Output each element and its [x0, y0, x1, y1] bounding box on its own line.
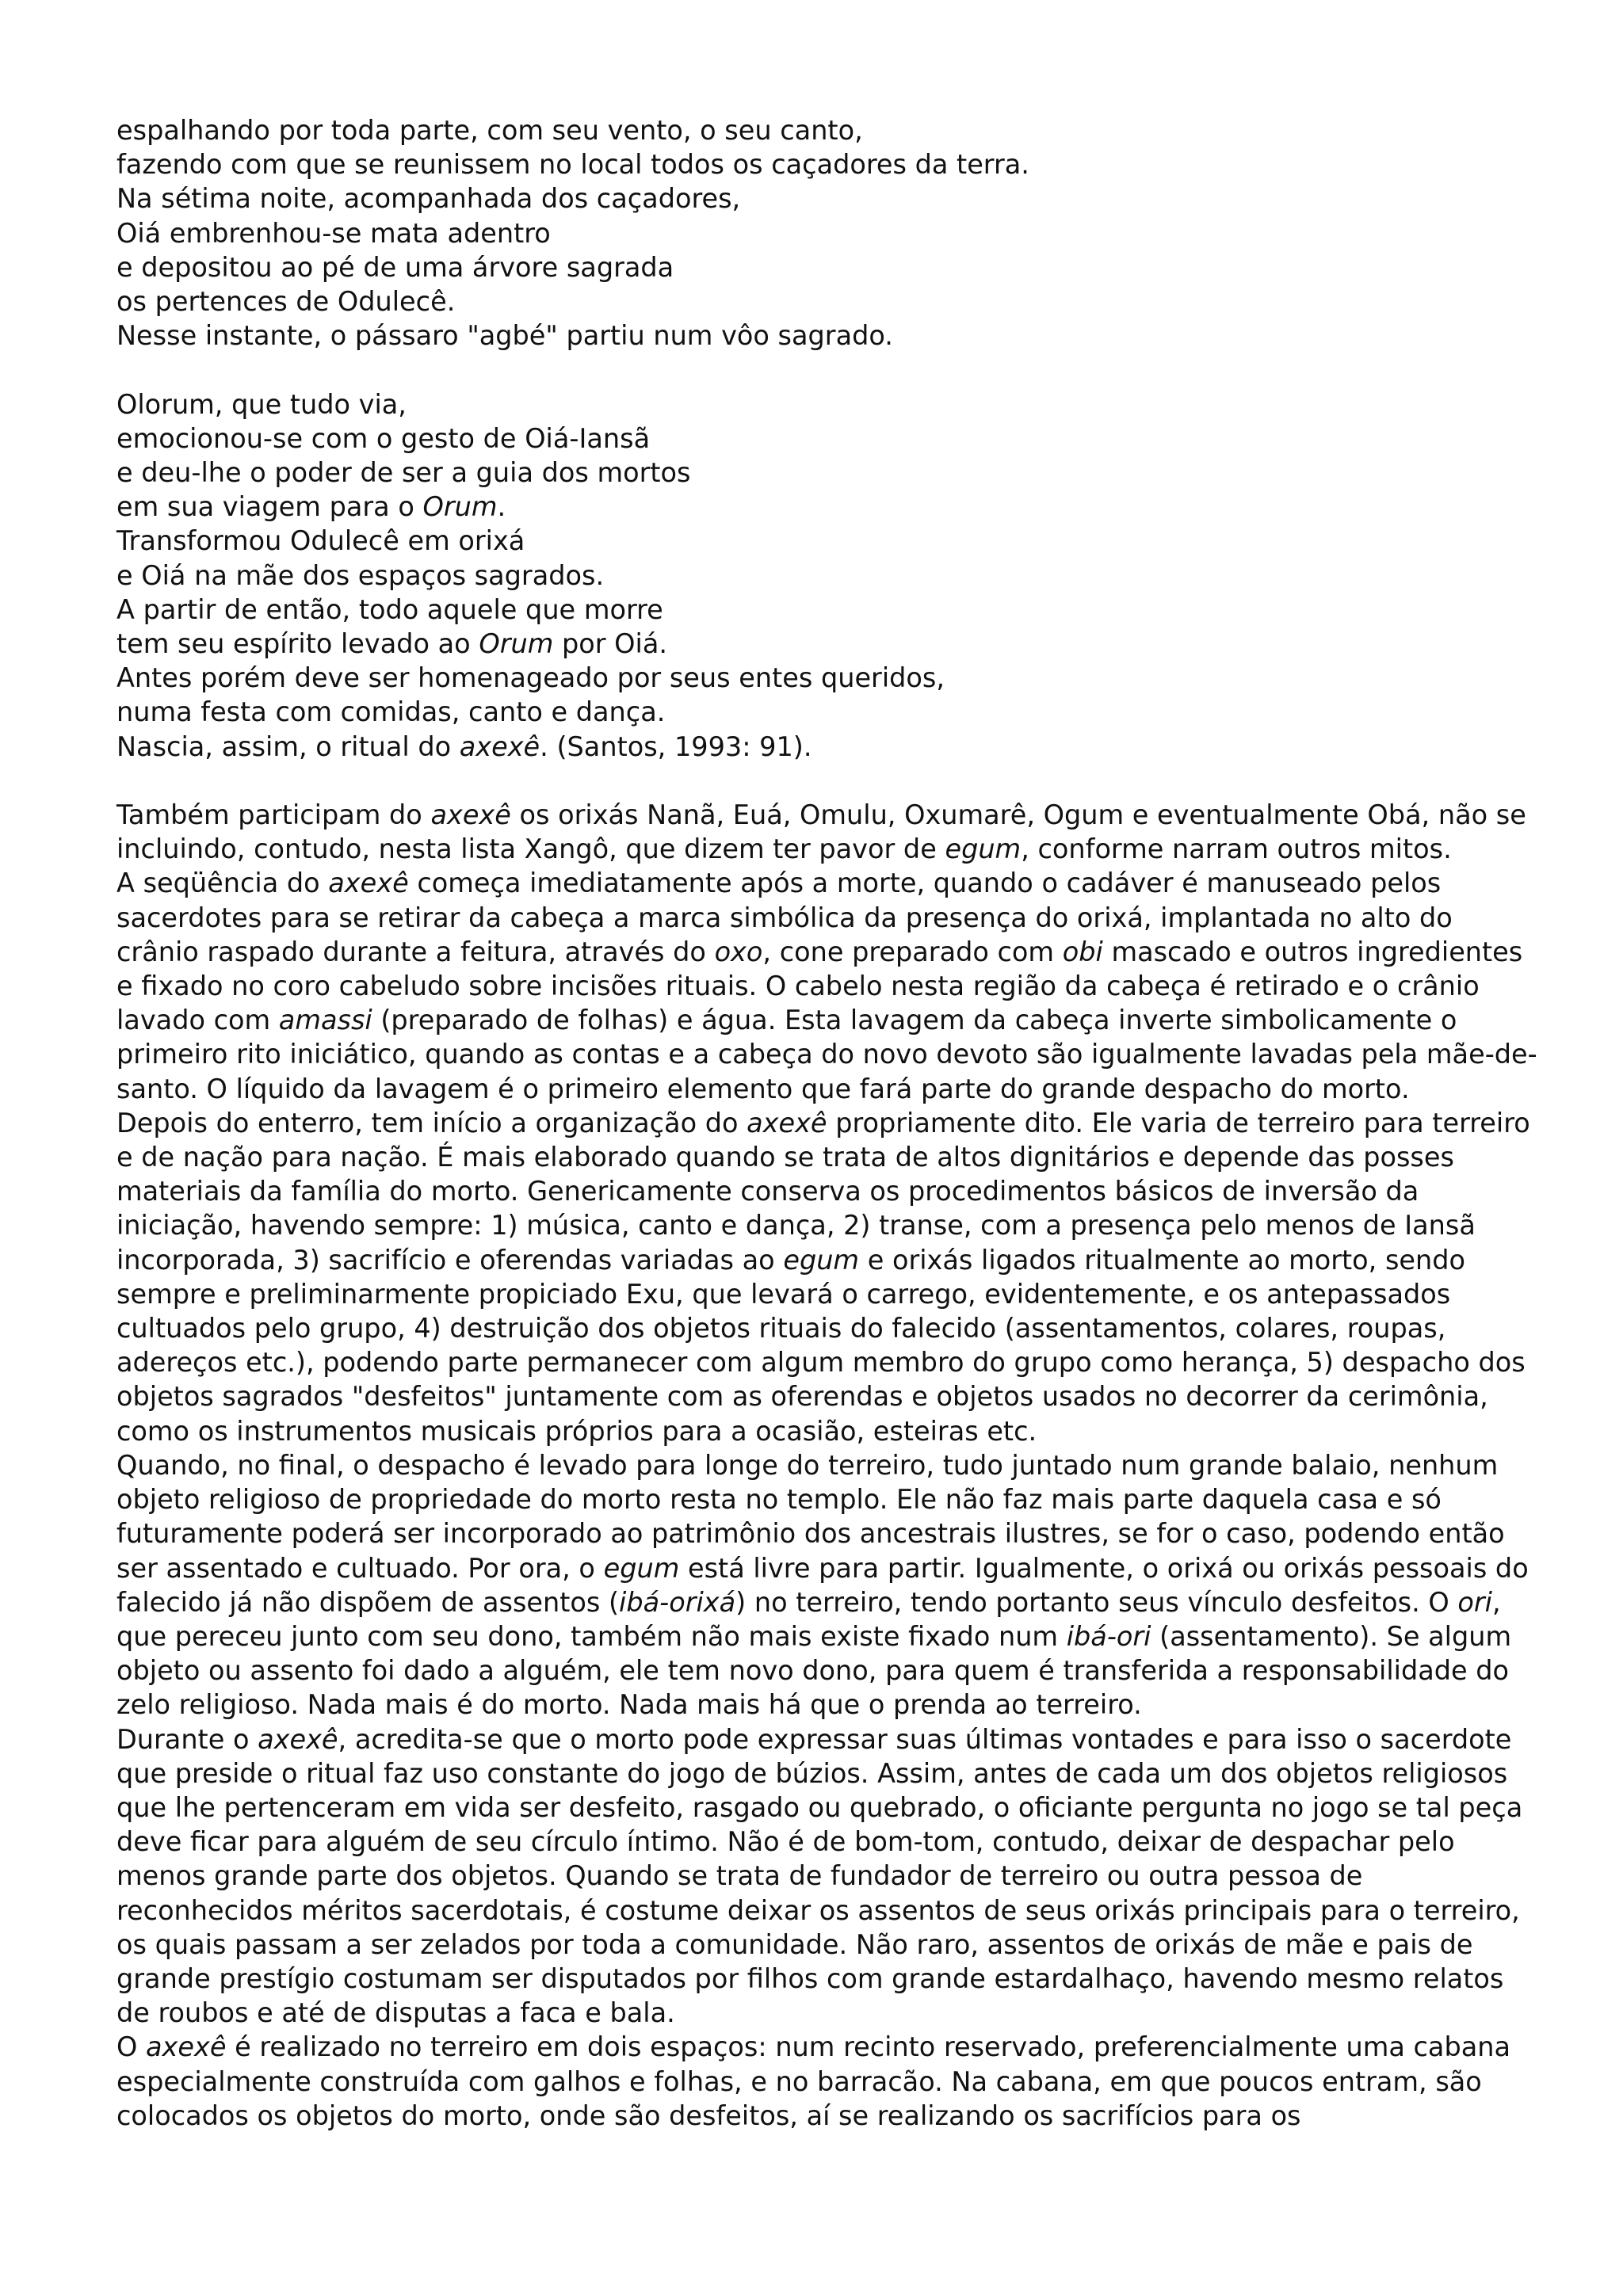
- italic-term: Orum: [479, 628, 554, 660]
- poem-line: [116, 627, 1543, 661]
- italic-term: egum: [603, 1552, 680, 1584]
- document-page: [116, 113, 1543, 2133]
- italic-term: axexê: [747, 1107, 827, 1138]
- poem-stanza-1: [116, 113, 1543, 353]
- paragraph-3: [116, 1106, 1543, 1448]
- text-run: e orixás ligados ritualmente ao morto, sendo sempre e preliminarmente propiciado Exu, que levará o carrego, evidentemente, e os antepassados cultuados pelo grupo, 4) destruição dos objetos rituais do falecido (assentamentos, colares, roupas, adereços etc.), podendo parte permanecer com algum membro do grupo como herança, 5) despacho dos objetos sagrados "desfeitos" juntamente com as oferendas e objetos usados no decorrer da cerimônia, como os instrumentos musicais próprios para a ocasião, esteiras etc.: [116, 1244, 1526, 1447]
- text-run: Nascia, assim, o ritual do: [116, 730, 460, 762]
- text-run: ) no terreiro, tendo portanto seus vínculo desfeitos. O: [735, 1586, 1458, 1618]
- poem-line: Transformou Odulecê em orixá: [116, 525, 525, 557]
- text-run: (preparado de folhas) e água. Esta lavagem da cabeça inverte simbolicamente o primeiro rito iniciático, quando as contas e a cabeça do novo devoto são igualmente lavadas pela mãe-de-santo. O líquido da lavagem é o primeiro elemento que fará parte do grande despacho do morto.: [116, 1005, 1537, 1104]
- section-gap: [116, 764, 1543, 798]
- text-run: , conforme narram outros mitos.: [1021, 833, 1452, 865]
- paragraph-1: [116, 798, 1543, 866]
- paragraph-6: [116, 2030, 1543, 2133]
- text-run: propriamente dito. Ele varia de terreiro para terreiro e de nação para nação. É mais elaborado quando se trata de altos dignitários e depende das posses materiais da família do morto. Genericamente conserva os procedimentos básicos de inversão da iniciação, havendo sempre: 1) música, canto e dança, 2) transe, com a presença pelo menos de Iansã incorporada, 3) sacrifício e oferendas variadas ao: [116, 1107, 1530, 1276]
- italic-term: axexê: [430, 799, 511, 831]
- italic-term: egum: [945, 833, 1022, 865]
- poem-line: numa festa com comidas, canto e dança.: [116, 696, 666, 728]
- italic-term: egum: [783, 1244, 860, 1276]
- text-run: , cone preparado com: [762, 936, 1063, 967]
- poem-line: espalhando por toda parte, com seu vento, o seu canto,: [116, 115, 863, 146]
- text-run: os orixás Nanã, Euá, Omulu, Oxumarê, Ogum e eventualmente Obá, não se incluindo, contudo, nesta lista Xangô, que dizem ter pavor de: [116, 799, 1526, 865]
- italic-term: obi: [1062, 936, 1103, 967]
- text-run: Durante o: [116, 1723, 258, 1755]
- text-run: em sua viagem para o: [116, 491, 423, 523]
- paragraph-4: [116, 1448, 1543, 1722]
- paragraph-2: [116, 866, 1543, 1105]
- text-run: O: [116, 2031, 147, 2063]
- text-run: está livre para partir. Igualmente, o orixá ou orixás pessoais do falecido já não dispõem de assentos (: [116, 1552, 1529, 1618]
- stanza-gap: [116, 353, 1543, 387]
- poem-line: Nesse instante, o pássaro "agbé" partiu num vôo sagrado.: [116, 320, 893, 352]
- poem-stanza-2: [116, 387, 1543, 764]
- text-run: é realizado no terreiro em dois espaços: num recinto reservado, preferencialmente uma cabana especialmente construída com galhos e folhas, e no barracão. Na cabana, em que poucos entram, são colocados os objetos do morto, onde são desfeitos, aí se realizando os sacrifícios para os: [116, 2031, 1511, 2131]
- poem-line: e deu-lhe o poder de ser a guia dos mortos: [116, 457, 691, 489]
- poem-line: Olorum, que tudo via,: [116, 388, 407, 420]
- italic-term: ibá-orixá: [619, 1586, 736, 1618]
- text-run: Também participam do: [116, 799, 431, 831]
- italic-term: ori: [1457, 1586, 1492, 1618]
- poem-line: [116, 730, 1543, 764]
- text-run: . (Santos, 1993: 91).: [540, 730, 812, 762]
- italic-term: axexê: [328, 868, 409, 899]
- poem-line: emocionou-se com o gesto de Oiá-Iansã: [116, 422, 651, 454]
- prose-body: [116, 798, 1543, 2133]
- poem-line: e Oiá na mãe dos espaços sagrados.: [116, 559, 605, 591]
- poem-line: Na sétima noite, acompanhada dos caçadores,: [116, 183, 741, 215]
- poem-line: e depositou ao pé de uma árvore sagrada: [116, 251, 674, 283]
- text-run: (assentamento). Se algum objeto ou assento foi dado a alguém, ele tem novo dono, para quem é transferida a responsabilidade do zelo religioso. Nada mais é do morto. Nada mais há que o prenda ao terreiro.: [116, 1620, 1512, 1721]
- italic-term: axexê: [146, 2031, 227, 2063]
- italic-term: ibá-ori: [1066, 1620, 1151, 1652]
- poem-line: A partir de então, todo aquele que morre: [116, 593, 663, 625]
- poem-line: [116, 490, 1543, 524]
- text-run: começa imediatamente após a morte, quando o cadáver é manuseado pelos sacerdotes para se retirar da cabeça a marca simbólica da presença do orixá, implantada no alto do crânio raspado durante a feitura, através do: [116, 868, 1453, 967]
- text-run: mascado e outros ingredientes e fixado no coro cabeludo sobre incisões rituais. O cabelo nesta região da cabeça é retirado e o crânio lavado com: [116, 936, 1523, 1036]
- italic-term: axexê: [258, 1723, 338, 1755]
- poem-line: os pertences de Odulecê.: [116, 286, 456, 318]
- text-run: A seqüência do: [116, 868, 329, 899]
- italic-term: axexê: [459, 730, 540, 762]
- text-run: Depois do enterro, tem início a organização do: [116, 1107, 747, 1138]
- text-run: tem seu espírito levado ao: [116, 628, 479, 660]
- text-run: , que pereceu junto com seu dono, também não mais existe fixado num: [116, 1586, 1501, 1652]
- text-run: .: [497, 491, 506, 523]
- text-run: Quando, no final, o despacho é levado para longe do terreiro, tudo juntado num grande balaio, nenhum objeto religioso de propriedade do morto resta no templo. Ele não faz mais parte daquela casa e só futuramente poderá ser incorporado ao patrimônio dos ancestrais ilustres, se for o caso, podendo então ser assentado e cultuado. Por ora, o: [116, 1449, 1505, 1584]
- poem-line: Antes porém deve ser homenageado por seus entes queridos,: [116, 662, 945, 694]
- text-run: por Oiá.: [553, 628, 668, 660]
- text-run: , acredita-se que o morto pode expressar suas últimas vontades e para isso o sacerdote que preside o ritual faz uso constante do jogo de búzios. Assim, antes de cada um dos objetos religiosos que lhe pertenceram em vida ser desfeito, rasgado ou quebrado, o oficiante pergunta no jogo se tal peça deve ficar para alguém de seu círculo íntimo. Não é de bom-tom, contudo, deixar de despachar pelo menos grande parte dos objetos. Quando se trata de fundador de terreiro ou outra pessoa de reconhecidos méritos sacerdotais, é costume deixar os assentos de seus orixás principais para o terreiro, os quais passam a ser zelados por toda a comunidade. Não raro, assentos de orixás de mãe e pais de grande prestígio costumam ser disputados por filhos com grande estardalhaço, havendo mesmo relatos de roubos e até de disputas a faca e bala.: [116, 1723, 1523, 2029]
- paragraph-5: [116, 1722, 1543, 2031]
- italic-term: Orum: [422, 491, 498, 523]
- poem-line: Oiá embrenhou-se mata adentro: [116, 217, 551, 249]
- poem-line: fazendo com que se reunissem no local todos os caçadores da terra.: [116, 149, 1029, 181]
- italic-term: oxo: [714, 936, 763, 967]
- italic-term: amassi: [278, 1005, 372, 1036]
